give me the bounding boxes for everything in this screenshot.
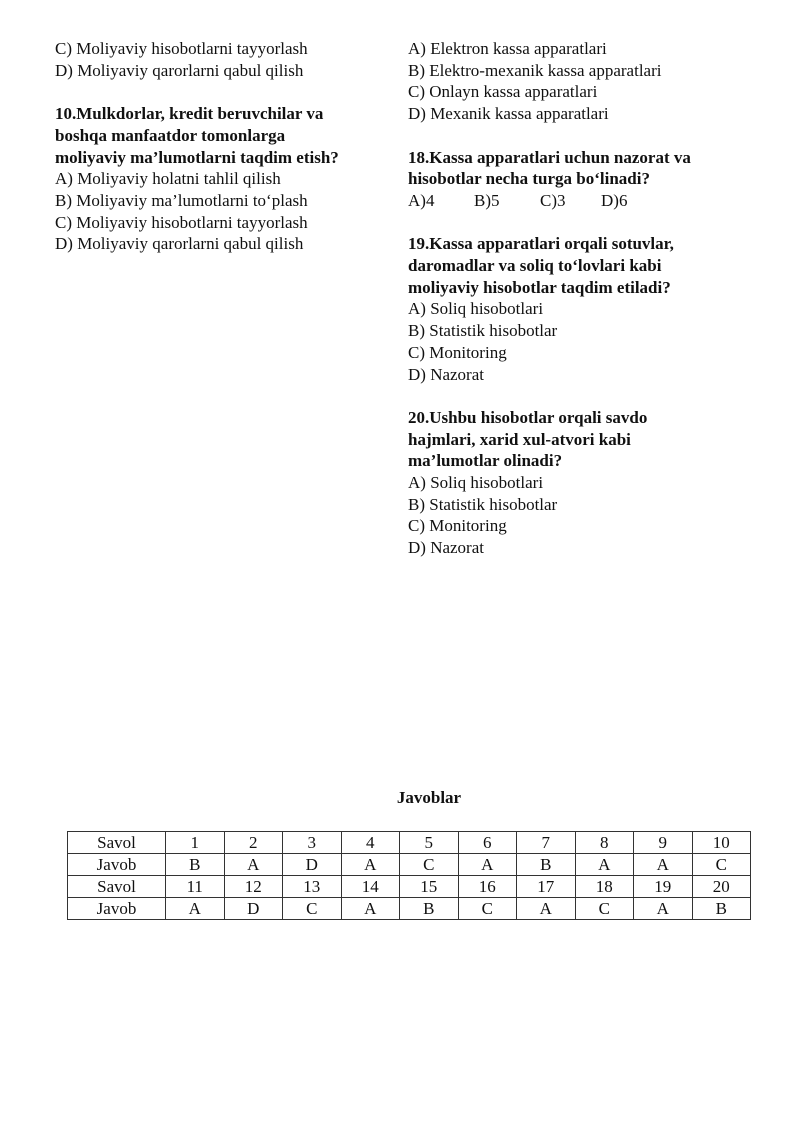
table-cell: A bbox=[634, 854, 693, 876]
table-cell: A bbox=[341, 898, 400, 920]
option-c: C) Moliyaviy hisobotlarni tayyorlash bbox=[55, 39, 308, 58]
question-19-text: 19.Kassa apparatlari orqali sotuvlar, bbox=[408, 234, 674, 254]
table-cell: 10 bbox=[692, 832, 751, 854]
question-10-text: moliyaviy ma’lumotlarni taqdim etish? bbox=[55, 147, 339, 167]
table-cell: 13 bbox=[283, 876, 342, 898]
spacer bbox=[55, 81, 385, 103]
table-cell: D bbox=[283, 854, 342, 876]
table-row bbox=[68, 876, 751, 898]
table-cell: 12 bbox=[224, 876, 283, 898]
table-cell: A bbox=[575, 854, 634, 876]
option-c: C) Monitoring bbox=[408, 516, 507, 536]
table-cell: A bbox=[166, 898, 225, 920]
table-cell: B bbox=[517, 854, 576, 876]
question-20-text: 20.Ushbu hisobotlar orqali savdo bbox=[408, 407, 648, 427]
table-cell: D bbox=[224, 898, 283, 920]
option-b: B) Statistik hisobotlar bbox=[408, 321, 558, 341]
question-18-options bbox=[408, 190, 748, 212]
table-cell: 14 bbox=[341, 876, 400, 898]
question-20-text: ma’lumotlar olinadi? bbox=[408, 451, 563, 471]
table-cell: A bbox=[517, 898, 576, 920]
table-cell: B bbox=[400, 898, 459, 920]
table-cell: B bbox=[692, 898, 751, 920]
table-cell: A bbox=[458, 854, 517, 876]
option-d: D) Moliyaviy qarorlarni qabul qilish bbox=[55, 234, 304, 254]
table-cell: 7 bbox=[517, 832, 576, 854]
option-a: A) Soliq hisobotlari bbox=[408, 299, 544, 319]
row-header-cell: Savol bbox=[68, 876, 166, 898]
question-20 bbox=[408, 407, 748, 559]
option-b: B) Elektro-mexanik kassa apparatlari bbox=[408, 60, 662, 80]
table-cell: 6 bbox=[458, 832, 517, 854]
table-cell: 17 bbox=[517, 876, 576, 898]
table-cell: 11 bbox=[166, 876, 225, 898]
option-c: C)3 bbox=[540, 190, 566, 210]
answers-title: Javoblar bbox=[396, 788, 462, 807]
question-10-text: 10.Mulkdorlar, kredit beruvchilar va bbox=[55, 104, 324, 124]
spacer bbox=[408, 212, 748, 234]
question-10 bbox=[55, 103, 385, 255]
table-cell: 2 bbox=[224, 832, 283, 854]
option-a: A) Moliyaviy holatni tahlil qilish bbox=[55, 169, 281, 189]
table-row bbox=[68, 898, 751, 920]
option-c: C) Onlayn kassa apparatlari bbox=[408, 82, 598, 102]
question-10-text: boshqa manfaatdor tomonlarga bbox=[55, 125, 286, 145]
option-c: C) Monitoring bbox=[408, 342, 507, 362]
answers-table-body bbox=[68, 832, 751, 920]
option-a: A) Soliq hisobotlari bbox=[408, 473, 544, 493]
row-header-cell: Savol bbox=[68, 832, 166, 854]
table-cell: 19 bbox=[634, 876, 693, 898]
left-column bbox=[55, 38, 385, 255]
option-b: B) Statistik hisobotlar bbox=[408, 494, 558, 514]
row-header-cell: Javob bbox=[68, 898, 166, 920]
question-20-text: hajmlari, xarid xul-atvori kabi bbox=[408, 429, 631, 449]
table-cell: C bbox=[458, 898, 517, 920]
question-18-text: hisobotlar necha turga bo‘linadi? bbox=[408, 169, 650, 189]
question-19-text: daromadlar va soliq to‘lovlari kabi bbox=[408, 256, 662, 275]
table-cell: 4 bbox=[341, 832, 400, 854]
table-cell: 9 bbox=[634, 832, 693, 854]
table-cell: 3 bbox=[283, 832, 342, 854]
table-cell: 1 bbox=[166, 832, 225, 854]
option-b: B) Moliyaviy ma’lumotlarni to‘plash bbox=[55, 190, 308, 210]
table-cell: 15 bbox=[400, 876, 459, 898]
option-d: D) Nazorat bbox=[408, 538, 484, 558]
spacer bbox=[408, 385, 748, 407]
table-cell: C bbox=[575, 898, 634, 920]
option-b: B)5 bbox=[474, 190, 500, 210]
table-cell: 8 bbox=[575, 832, 634, 854]
table-cell: 16 bbox=[458, 876, 517, 898]
question-18 bbox=[408, 147, 748, 212]
table-cell: B bbox=[166, 854, 225, 876]
option-a: A)4 bbox=[408, 190, 435, 210]
table-cell: A bbox=[634, 898, 693, 920]
table-row bbox=[68, 854, 751, 876]
table-cell: 20 bbox=[692, 876, 751, 898]
table-cell: C bbox=[692, 854, 751, 876]
option-d: D)6 bbox=[601, 190, 628, 210]
answers-table bbox=[67, 831, 751, 920]
option-a: A) Elektron kassa apparatlari bbox=[408, 39, 607, 58]
table-cell: A bbox=[224, 854, 283, 876]
table-cell: C bbox=[283, 898, 342, 920]
table-cell: A bbox=[341, 854, 400, 876]
table-cell: 5 bbox=[400, 832, 459, 854]
row-header-cell: Javob bbox=[68, 854, 166, 876]
option-d: D) Mexanik kassa apparatlari bbox=[408, 104, 609, 124]
option-d: D) Moliyaviy qarorlarni qabul qilish bbox=[55, 60, 304, 80]
table-cell: C bbox=[400, 854, 459, 876]
question-19-text: moliyaviy hisobotlar taqdim etiladi? bbox=[408, 277, 671, 297]
option-c: C) Moliyaviy hisobotlarni tayyorlash bbox=[55, 212, 308, 232]
option-d: D) Nazorat bbox=[408, 364, 484, 384]
table-row bbox=[68, 832, 751, 854]
question-19 bbox=[408, 233, 748, 385]
right-column bbox=[408, 38, 748, 559]
spacer bbox=[408, 125, 748, 147]
table-cell: 18 bbox=[575, 876, 634, 898]
question-18-text: 18.Kassa apparatlari uchun nazorat va bbox=[408, 147, 691, 167]
